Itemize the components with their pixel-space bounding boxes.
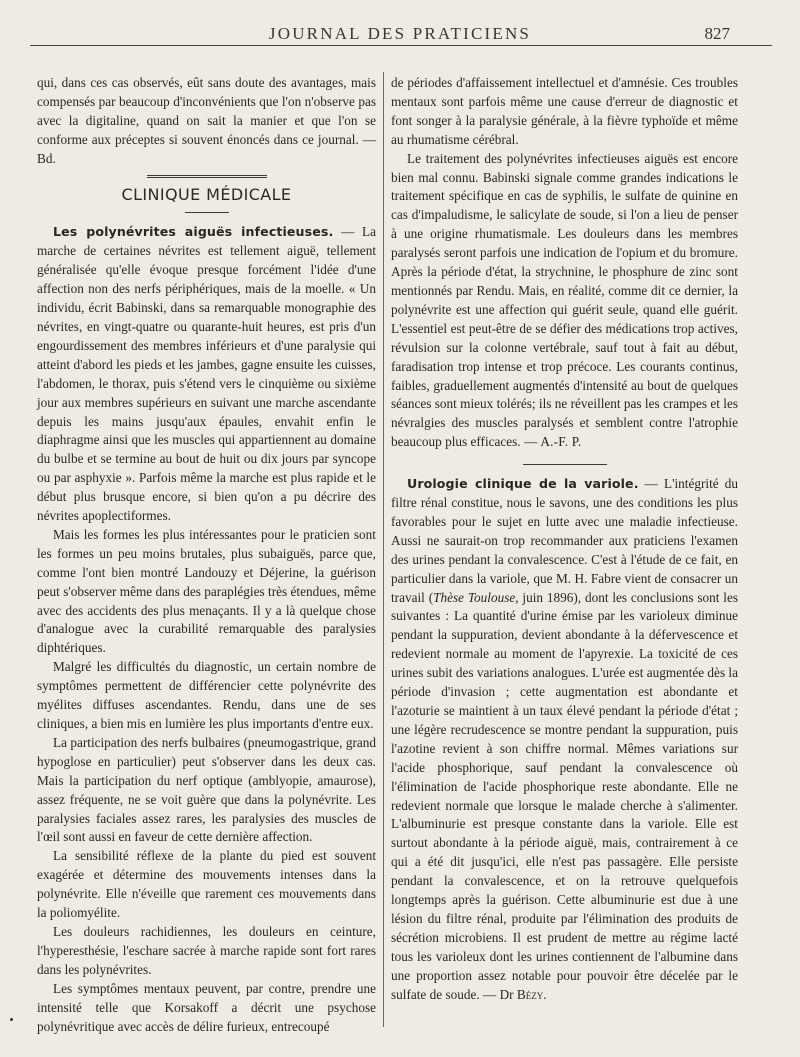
article-paragraph: Mais les formes les plus intéressantes pour le praticien sont les formes un peu moins brutales, plus subaiguës, parce que, comme l'ont bien montré Landouzy et Déjerine, la guérison peut s'observer même dans des paraplégies très étendues, même avec des accidents des plus menaçants. Il y a là quelque chose d'analogue avec la curabilité remarquable des paralysies diphtériques. bbox=[37, 526, 376, 656]
page-number: 827 bbox=[704, 24, 730, 43]
article-separator bbox=[523, 464, 607, 465]
author-name: Bézy. bbox=[516, 986, 547, 1002]
article-text: — La marche de certaines névrites est tellement aiguë, tellement généralisée qu'elle évoque presque forcément l'idée d'une affection non des nerfs périphériques, mais de la moelle. « Un individu, écrit Babinski, dans sa remarquable monographie des névrites, en vingt-quatre ou quarante-huit heures, est pris d'un engourdissement des membres inférieurs et d'une paralysie qui atteint d'abord les pieds et les jambes, gagne ensuite les cuisses, l'abdomen, le thorax, puis s'étend vers le cinquième ou sixième jour aux membres supérieurs en suivant une marche ascendante depuis les mains jusqu'aux épaules, envahit enfin le diaphragme ainsi que les muscles qui appartiennent au domaine du bulbe et se termine au bout de huit ou dix jours par syncope ou par asphyxie ». Parfois même la marche est plus rapide et le début plus brusque encore, si bien qu'on a pu décrire des névrites apoplectiformes. bbox=[37, 224, 376, 524]
print-speck bbox=[10, 1018, 13, 1021]
citation: Thèse Toulouse bbox=[433, 589, 516, 605]
article-paragraph bbox=[391, 475, 738, 1004]
right-column bbox=[391, 74, 738, 1005]
article-paragraph: Malgré les difficultés du diagnostic, un certain nombre de symptômes permettent de différencier cette polynévrite des myélites diffuses ascendantes. Rendu, dans une de ses cliniques, a bien mis en lumière les plus importants d'entre eux. bbox=[37, 659, 376, 731]
article-text: Le traitement des polynévrites infectieuses aiguës est encore bien mal connu. Babinski signale comme grandes indications le traitement spécifique en cas de syphilis, le sulfate de quinine en cas d'impaludisme, le salicylate de soude, si l'on a lieu de penser à une origine rhumatismale. Les douleurs dans les membres paralysés seront parfois une indication de l'opium et du bromure. Après la période d'état, la strychnine, le phosphure de zinc sont mentionnés par Rendu. Mais, en réalité, comme dit ce dernier, la polynévrite est une affection qui guérit seule, quand elle guérit. L'essentiel est peut-être de se défier des médications trop actives, révulsion sur la colonne vertébrale, sauf tout à fait au début, faradisation trop intense et trop précoce. Les courants continus, faibles, graduellement augmentés d'intensité au bout de quelques séances sont mieux tolérés; ils ne réveillent pas les crampes et les névralgies des muscles paralysés et semblent contre l'atrophie beaucoup plus efficaces. bbox=[391, 150, 738, 450]
article-title: Les polynévrites aiguës infectieuses. bbox=[53, 224, 334, 240]
intro-paragraph: qui, dans ces cas observés, eût sans doute des avantages, mais compensés par beaucoup d'inconvénients que l'on n'observe pas avec la digitaline, quand on sait la manier et que l'on se conforme aux préceptes si souvent énoncés dans ce journal. — Bd. bbox=[37, 75, 376, 166]
section-double-rule bbox=[147, 175, 267, 178]
article-text: — L'intégrité du filtre rénal constitue, nous le savons, une des conditions les plus favorables pour le sujet en lutte avec une maladie infectieuse. Aussi ne saurait-on trop recommander aux praticiens l'examen des urines pendant la convalescence. C'est à l'étude de ce fait, en particulier dans la variole, que M. H. Fabre vient de consacrer un travail ( bbox=[391, 476, 738, 605]
running-title: JOURNAL DES PRATICIENS bbox=[268, 24, 532, 43]
article-paragraph bbox=[37, 223, 376, 526]
column-divider bbox=[383, 72, 384, 1027]
article-paragraph: La participation des nerfs bulbaires (pneumogastrique, grand hypoglose en particulier) peut s'observer dans les deux cas. Mais la participation du nerf optique (amblyopie, amaurose), assez fréquente, ne se voit guère que dans la polynévrite. Les paralysies faciales assez rares, les paralysies des muscles de l'œil sont aussi en faveur de cette dernière affection. bbox=[37, 734, 376, 845]
article-paragraph bbox=[391, 150, 738, 453]
article-paragraph: Les douleurs rachidiennes, les douleurs en ceinture, l'hyperesthésie, l'eschare sacrée à marche rapide sont fort rares dans les polynévrites. bbox=[37, 923, 376, 977]
header-rule bbox=[30, 45, 772, 46]
article-text: , juin 1896), dont les conclusions sont les suivantes : La quantité d'urine émise par les varioleux diminue pendant la suppuration, devient abondante à la défervescence et redevient normale au moment de l'apyrexie. La toxicité de ces urines subit des variations analogues. L'urée est augmentée dès la période d'invasion ; cette augmentation est abondante et l'azoturie se maintient à un taux élevé pendant la période d'état ; une légère recrudescence se montre pendant la suppuration, puis l'azotine revient à son chiffre normal. Mêmes variations sur l'acide phosphorique, sauf pendant la convalescence où l'élimination de l'acide phosphorique reste abondante. Elle ne redevient normale que lorsque le malade cherche à s'alimenter. L'albuminurie est presque constante dans la variole. Elle est surtout abondante à la période aiguë, mais, contrairement à ce qui a été dit jusqu'ici, elle n'est pas passagère. Elle persiste pendant la convalescence, et on la retrouve quelquefois longtemps après la guérison. Cette albuminurie est due à une lésion du filtre rénal, produite par l'élimination des produits de sécrétion microbiens. Il est prudent de mettre au régime lacté tous les varioleux dont les urines contiennent de l'albumine dans une proportion assez notable pour pouvoir être décelée par le sulfate de soude. — bbox=[391, 589, 738, 1002]
article-paragraph: de périodes d'affaissement intellectuel et d'amnésie. Ces troubles mentaux sont parfois même une cause d'erreur de diagnostic et font songer à la paralysie générale, à la fièvre typhoïde et même au rhumatisme cérébral. bbox=[391, 75, 738, 147]
section-title: CLINIQUE MÉDICALE bbox=[121, 184, 292, 204]
article-paragraph: La sensibilité réflexe de la plante du pied est souvent exagérée et détermine des mouvements intenses dans la polynévrite. Elle n'éveille que rarement ces mouvements dans la poliomyélite. bbox=[37, 848, 376, 921]
article-title: Urologie clinique de la variole. bbox=[407, 476, 639, 492]
article-paragraph: Les symptômes mentaux peuvent, par contre, prendre une intensité telle que Korsakoff a décrit une psychose polynévritique avec accès de délire furieux, entrecoupé bbox=[37, 980, 376, 1034]
author-prefix: Dr bbox=[499, 986, 517, 1002]
section-title-rule bbox=[185, 212, 229, 213]
author-signoff: — A.-F. P. bbox=[520, 434, 582, 450]
left-column bbox=[37, 74, 376, 1036]
